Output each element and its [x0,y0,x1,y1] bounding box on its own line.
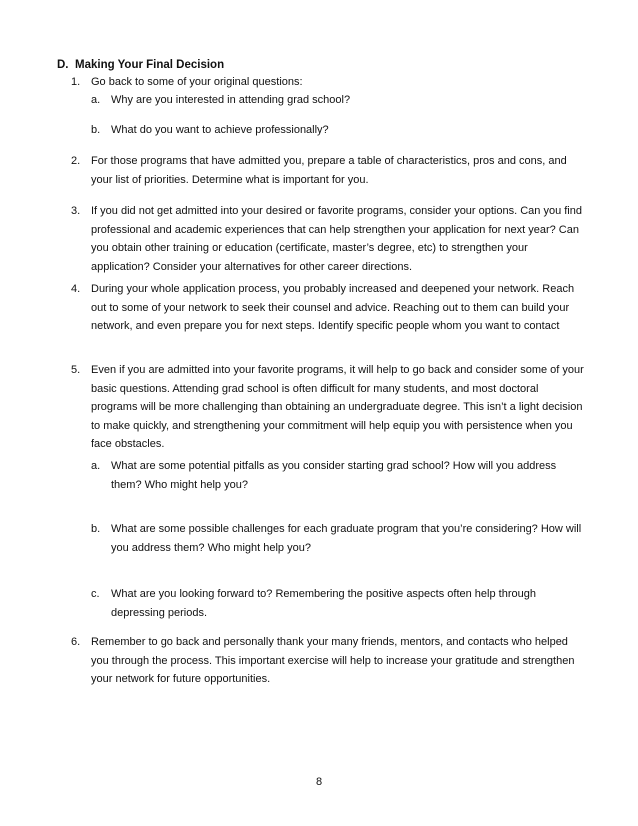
item-number: 4. [71,283,81,295]
item-text: Remember to go back and personally thank your many friends, mentors, and contacts who helped you through the process. This important exercise will help to increase your gratitude and strengthen your network for future opportunities. [91,636,575,685]
list-item-2 [71,152,586,189]
section-letter: D. [57,59,69,71]
item-number: 6. [71,636,81,648]
page-number: 8 [315,776,323,788]
list-item-5 [71,361,586,454]
list-item-3 [71,202,586,276]
item-text: Even if you are admitted into your favorite programs, it will help to go back and consider some of your basic questions. Attending grad school is often difficult for many students, and most doctoral programs will be more challenging than obtaining an undergraduate degree. This isn’t a light decision to make quickly, and strengthening your commitment will help equip you with persistence when you face obstacles. [91,364,584,450]
sub-item-5b [91,520,586,557]
sub-item-text: Why are you interested in attending grad school? [111,94,351,106]
section-heading [57,56,224,75]
item-number: 3. [71,205,81,217]
item-number: 5. [71,364,81,376]
item-text: If you did not get admitted into your desired or favorite programs, consider your options. Can you find professional and academic experiences that can help strengthen your application for next year? Can you obtain other training or education (certificate, master’s degree, etc) to strengthen your application? Consider your alternatives for other career directions. [91,205,582,273]
sub-item-letter: c. [91,588,100,600]
sub-item-letter: b. [91,124,101,136]
item-number: 1. [71,76,81,88]
sub-item-text: What do you want to achieve professionally? [111,124,329,136]
sub-item-text: What are some possible challenges for each graduate program that you’re considering? How will you address them? Who might help you? [111,523,582,554]
sub-item-5c [91,585,586,622]
item-text: During your whole application process, you probably increased and deepened your network. Reach out to some of your network to seek their counsel and advice. Reaching out to them can build your network, and even prepare you for next steps. Identify specific people whom you want to contact [91,283,575,332]
list-item-6 [71,633,586,689]
item-text: For those programs that have admitted you, prepare a table of characteristics, pros and cons, and your list of priorities. Determine what is important for you. [91,155,567,186]
sub-item-1b [91,121,586,140]
section-title: Making Your Final Decision [75,59,225,71]
sub-item-text: What are you looking forward to? Remembering the positive aspects often help through depressing periods. [111,588,536,619]
item-number: 2. [71,155,81,167]
sub-item-5a [91,457,586,494]
sub-item-1a [91,91,586,110]
sub-item-text: What are some potential pitfalls as you consider starting grad school? How will you address them? Who might help you? [111,460,557,491]
sub-item-letter: a. [91,460,101,472]
item-text: Go back to some of your original questions: [91,76,303,88]
list-item-1 [71,73,586,92]
list-item-4 [71,280,586,336]
sub-item-letter: b. [91,523,101,535]
sub-item-letter: a. [91,94,101,106]
